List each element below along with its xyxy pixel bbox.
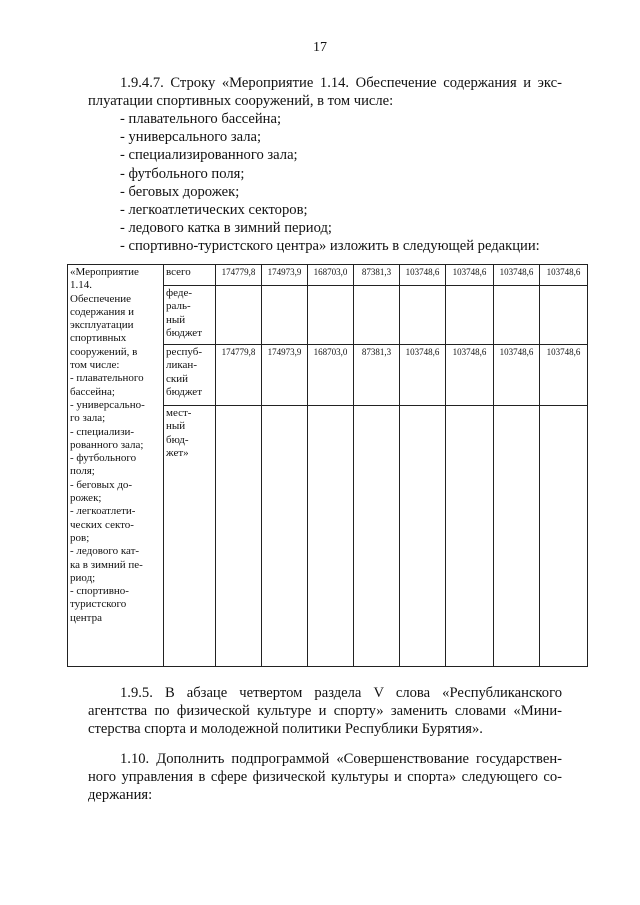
description-line: ров; [70,531,90,544]
value-cell: 103748,6 [400,265,446,286]
value-cell: 103748,6 [446,265,494,286]
list-item: - беговых дорожек; [120,183,240,200]
description-line: ка в зимний пе- [70,558,143,571]
description-line: туристского [70,598,127,611]
source-line: феде- [166,287,193,299]
description-line: риод; [70,571,96,584]
list-item: - легкоатлетических секторов; [120,202,308,219]
paragraph-line: держания: [88,787,153,804]
value-cell: 87381,3 [354,265,400,286]
source-line: мест- [166,407,192,419]
description-line: спортивных [70,332,127,345]
description-line: «Мероприятие [70,266,139,278]
paragraph-1-9-5 [88,684,562,739]
value-cell [494,406,540,667]
value-cell: 103748,6 [446,345,494,406]
value-cell: 174779,8 [216,345,262,406]
value-cell: 168703,0 [308,265,354,286]
value-cell: 174973,9 [262,265,308,286]
value-cell [216,286,262,345]
paragraph-line: 1.9.5. В абзаце четвертом раздела V слова «Республиканского [120,685,562,701]
description-line: - ледового кат- [70,545,140,558]
source-line: бюджет [166,385,202,398]
description-line: го зала; [70,412,106,425]
source-line: раль- [166,300,191,313]
value-cell: 103748,6 [540,345,588,406]
paragraph-1-10 [88,750,562,805]
paragraph-line: 1.10. Дополнить подпрограммой «Совершенствование государствен- [120,751,562,767]
value-cell: 168703,0 [308,345,354,406]
description-line: эксплуатации [70,319,134,332]
list-item: - ледового катка в зимний период; [120,220,332,237]
source-line: ный [166,420,186,433]
value-cell [216,406,262,667]
paragraph-line: плуатации спортивных сооружений, в том числе: [88,93,394,110]
description-line: том числе: [70,359,120,372]
value-cell [446,286,494,345]
value-cell: 174779,8 [216,265,262,286]
activity-description-cell [68,265,164,667]
description-line: 1.14. [70,279,92,292]
description-line: - специализи- [70,425,135,438]
value-cell: 87381,3 [354,345,400,406]
description-line: - плавательного [70,372,144,385]
value-cell [262,406,308,667]
description-line: центра [70,611,102,624]
source-line: ликан- [166,359,197,372]
list-item: - плавательного бассейна; [120,111,282,127]
source-line: ный [166,313,186,326]
source-line: респуб- [166,346,203,358]
value-cell [400,286,446,345]
value-cell [308,406,354,667]
description-line: - футбольного [70,452,137,465]
value-cell [540,286,588,345]
source-line: ский [166,372,188,385]
list-item: - спортивно-туристского центра» изложить в следующей редакции: [120,238,540,255]
paragraph-line: 1.9.4.7. Строку «Мероприятие 1.14. Обеспечение содержания и экс- [120,75,562,91]
description-line: поля; [70,465,95,478]
table-row [68,265,588,286]
description-line: сооружений, в [70,345,138,358]
value-cell [354,286,400,345]
value-cell: 103748,6 [540,265,588,286]
list-item: - универсального зала; [120,129,262,146]
funding-source-cell [164,406,216,667]
description-line: рожек; [70,492,102,505]
facility-list [120,110,540,256]
description-line: рованного зала; [70,438,144,451]
value-cell: 174973,9 [262,345,308,406]
value-cell: 103748,6 [400,345,446,406]
value-cell [354,406,400,667]
paragraph-line: стерства спорта и молодежной политики Республики Бурятия». [88,721,483,738]
value-cell: 103748,6 [494,345,540,406]
funding-table [67,264,588,667]
funding-source-cell [164,265,216,286]
list-item: - футбольного поля; [120,165,245,182]
funding-source-cell [164,345,216,406]
value-cell [494,286,540,345]
paragraph-1-9-4-7 [88,74,562,110]
paragraph-line: агентства по физической культуре и спорту» заменить словами «Мини- [88,703,562,720]
paragraph-line: ного управления в сфере физической культуры и спорта» следующего со- [88,769,562,786]
source-line: всего [166,266,191,278]
funding-source-cell [164,286,216,345]
description-line: - легкоатлети- [70,505,136,518]
description-line: ческих секто- [70,518,134,531]
description-line: содержания и [70,305,134,318]
source-line: бюджет [166,326,202,339]
page-number: 17 [313,40,327,55]
source-line: жет» [166,446,189,459]
value-cell [540,406,588,667]
value-cell: 103748,6 [494,265,540,286]
list-item: - специализированного зала; [120,147,298,164]
description-line: - универсально- [70,398,145,411]
value-cell [400,406,446,667]
description-line: бассейна; [70,385,115,398]
value-cell [446,406,494,667]
description-line: - спортивно- [70,585,129,598]
value-cell [262,286,308,345]
description-line: - беговых до- [70,478,133,491]
value-cell [308,286,354,345]
source-line: бюд- [166,433,189,446]
description-line: Обеспечение [70,292,131,305]
